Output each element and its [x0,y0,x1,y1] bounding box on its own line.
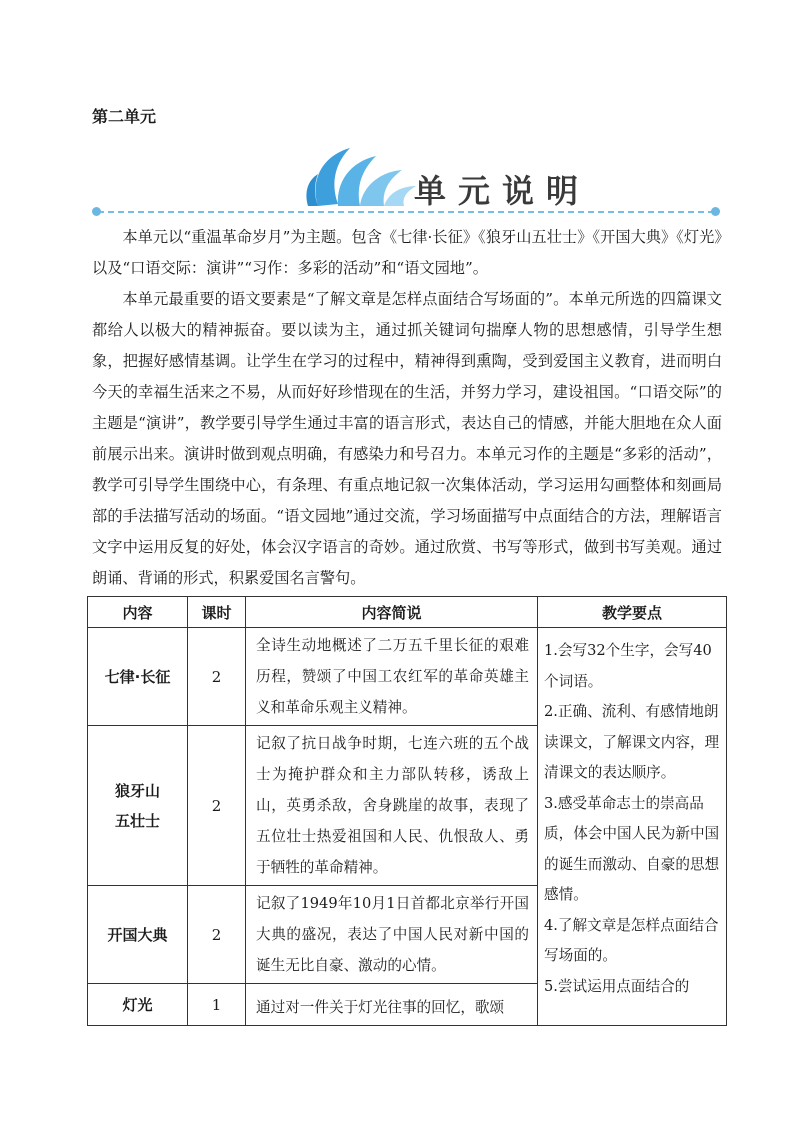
table-row [88,628,727,726]
unit-label: 第二单元 [92,107,157,126]
header-key-points: 教学要点 [538,597,727,628]
lesson-name-line: 五壮士 [114,811,160,830]
section-banner [92,140,720,220]
divider-dot-right [711,207,720,216]
lesson-summary: 通过对一件关于灯光往事的回忆，歌颂 [246,984,538,1026]
divider-dot-left [92,207,101,216]
header-summary: 内容简说 [246,597,538,628]
lesson-name: 灯光 [88,984,188,1026]
key-point: 4.了解文章是怎样点面结合写场面的。 [544,916,719,964]
key-point: 5.尝试运用点面结合的 [544,977,690,995]
lesson-name [88,726,188,886]
lesson-hours: 2 [188,628,246,726]
unit-intro [92,222,722,594]
header-hours: 课时 [188,597,246,628]
lesson-plan-table [87,596,727,1026]
intro-paragraph-2: 本单元最重要的语文要素是“了解文章是怎样点面结合写场面的”。本单元所选的四篇课文都给人以极大的精神振奋。要以读为主，通过抓关键词句揣摩人物的思想感情，引导学生想象，把握好感情基调。让学生在学习的过程中，精神得到熏陶，受到爱国主义教育，进而明白今天的幸福生活来之不易，从而好好珍惜现在的生活，并努力学习，建设祖国。“口语交际”的主题是“演讲”，教学要引导学生通过丰富的语言形式，表达自己的情感，并能大胆地在众人面前展示出来。演讲时做到观点明确，有感染力和号召力。本单元习作的主题是“多彩的活动”，教学可引导学生围绕中心，有条理、有重点地记叙一次集体活动，学习运用勾画整体和刻画局部的手法描写活动的场面。“语文园地”通过交流，学习场面描写中点面结合的方法，理解语言文字中运用反复的好处，体会汉字语言的奇妙。通过欣赏、书写等形式，做到书写美观。通过朗诵、背诵的形式，积累爱国名言警句。 [92,290,722,587]
table-header-row [88,597,727,628]
lesson-name: 开国大典 [88,886,188,984]
key-point: 3.感受革命志士的崇高品质，体会中国人民为新中国的诞生而激动、自豪的思想感情。 [544,794,720,903]
intro-paragraph-1: 本单元以“重温革命岁月”为主题。包含《七律·长征》《狼牙山五壮士》《开国大典》《灯光》以及“口语交际：演讲”“习作：多彩的活动”和“语文园地”。 [92,228,722,277]
water-splash-icon [302,140,422,210]
lesson-hours: 2 [188,726,246,886]
banner-title: 单元说明 [414,172,591,210]
key-point: 2.正确、流利、有感情地朗读课文，了解课文内容，理清课文的表达顺序。 [544,703,720,781]
lesson-name-line: 狼牙山 [114,781,160,800]
header-content: 内容 [88,597,188,628]
lesson-hours: 2 [188,886,246,984]
lesson-hours: 1 [188,984,246,1026]
lesson-summary: 记叙了抗日战争时期，七连六班的五个战士为掩护群众和主力部队转移，诱敌上山，英勇杀敌，舍身跳崖的故事，表现了五位壮士热爱祖国和人民、仇恨敌人、勇于牺牲的革命精神。 [246,726,538,886]
lesson-name: 七律·长征 [88,628,188,726]
lesson-summary: 记叙了1949年10月1日首都北京举行开国大典的盛况，表达了中国人民对新中国的诞生无比自豪、激动的心情。 [246,886,538,984]
key-points-cell [538,628,727,1026]
key-point: 1.会写32个生字，会写40个词语。 [544,642,712,690]
dashed-divider [98,211,714,213]
lesson-summary: 全诗生动地概述了二万五千里长征的艰难历程，赞颂了中国工农红军的革命英雄主义和革命乐观主义精神。 [246,628,538,726]
